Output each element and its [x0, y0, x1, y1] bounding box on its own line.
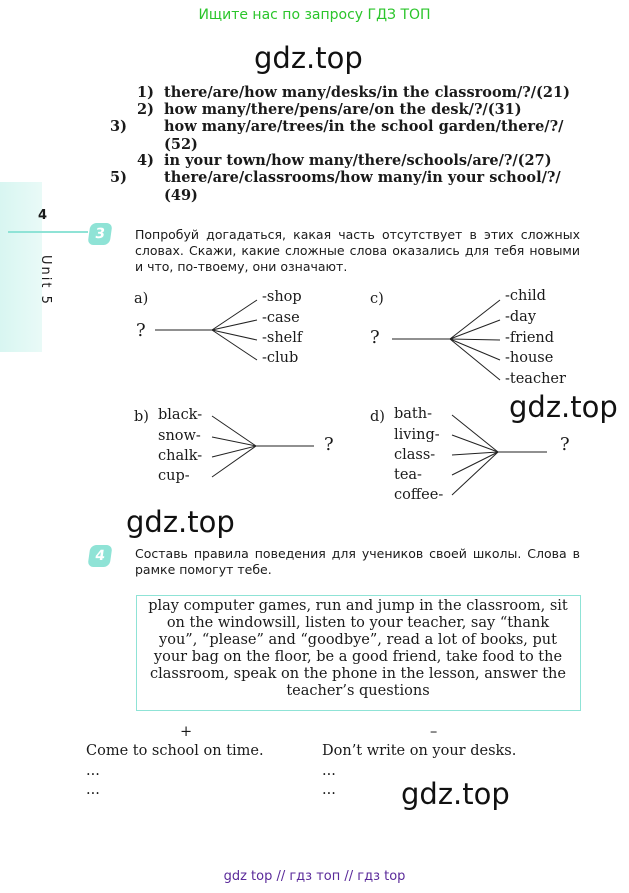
- word-part: chalk-: [158, 448, 203, 464]
- part-label-c: c): [370, 291, 384, 307]
- word-part: class-: [394, 447, 436, 463]
- ellipsis: ...: [86, 763, 100, 779]
- item-number: 3): [110, 118, 127, 135]
- item-text: there/are/how many/desks/in the classroom/?/(21): [164, 84, 570, 101]
- missing-part-mark: ?: [370, 327, 380, 348]
- watermark: gdz.top: [254, 41, 363, 75]
- word-part: -child: [505, 288, 546, 304]
- page-number: 4: [38, 208, 48, 223]
- word-part: black-: [158, 407, 203, 423]
- word-part: -shop: [262, 289, 302, 305]
- missing-part-mark: ?: [560, 434, 570, 455]
- word-part: -friend: [505, 330, 555, 346]
- plus-column-header: +: [180, 724, 193, 740]
- word-part: snow-: [158, 428, 201, 444]
- plus-example: Come to school on time.: [86, 743, 264, 759]
- unit-label: Unit 5: [38, 255, 53, 306]
- item-number: 5): [110, 169, 127, 186]
- watermark: gdz.top: [401, 777, 510, 811]
- item-number: 2): [137, 101, 154, 118]
- watermark: gdz.top: [509, 390, 618, 424]
- watermark: gdz.top: [126, 505, 235, 539]
- exercise-instruction: Составь правила поведения для учеников своей школы. Слова в рамке помогут тебе.: [135, 546, 580, 577]
- item-text: there/are/classrooms/how many/in your school/?/ (49): [164, 169, 561, 204]
- word-part: living-: [394, 427, 440, 443]
- word-part: -shelf: [262, 330, 303, 346]
- missing-part-mark: ?: [136, 320, 146, 341]
- top-search-link[interactable]: Ищите нас по запросу ГДЗ ТОП: [198, 7, 431, 23]
- word-part: tea-: [394, 467, 422, 483]
- word-part: cup-: [158, 468, 190, 484]
- exercise-number-badge: 4: [87, 545, 112, 567]
- word-box-text: play computer games, run and jump in the classroom, sit on the windowsill, listen to your teacher, say “thank you”, “please” and “goodbye”, read a lot of books, put your bag on the floor, be a good friend, take food to the classroom, speak on the phone in the lesson, answer the teacher’s questions: [148, 598, 568, 699]
- minus-example: Don’t write on your desks.: [322, 743, 517, 759]
- word-part: -day: [505, 309, 537, 325]
- item-number: 4): [137, 152, 154, 169]
- word-part: -house: [505, 350, 554, 366]
- item-text: how many/are/trees/in the school garden/there/?/ (52): [164, 118, 564, 153]
- part-label-a: a): [134, 291, 149, 307]
- word-part: -teacher: [505, 371, 566, 387]
- word-part: coffee-: [394, 487, 444, 503]
- footer-links[interactable]: gdz top // гдз топ // гдз top: [223, 869, 406, 884]
- part-label-b: b): [134, 409, 149, 425]
- item-text: how many/there/pens/are/on the desk/?/(31): [164, 101, 522, 118]
- ellipsis: ...: [322, 782, 336, 798]
- exercise-number-badge: 3: [87, 223, 112, 245]
- part-label-d: d): [370, 409, 385, 425]
- minus-column-header: –: [430, 724, 438, 740]
- word-part: bath-: [394, 406, 432, 422]
- missing-part-mark: ?: [324, 434, 334, 455]
- word-part: -club: [262, 350, 299, 366]
- ellipsis: ...: [322, 763, 336, 779]
- item-number: 1): [137, 84, 154, 101]
- ellipsis: ...: [86, 782, 100, 798]
- item-text: in your town/how many/there/schools/are/?/(27): [164, 152, 552, 169]
- word-part: -case: [262, 310, 300, 326]
- exercise-instruction: Попробуй догадаться, какая часть отсутствует в этих сложных словах. Скажи, какие сложные слова оказались для тебя новыми и что, по-твоему, они означают.: [135, 227, 580, 274]
